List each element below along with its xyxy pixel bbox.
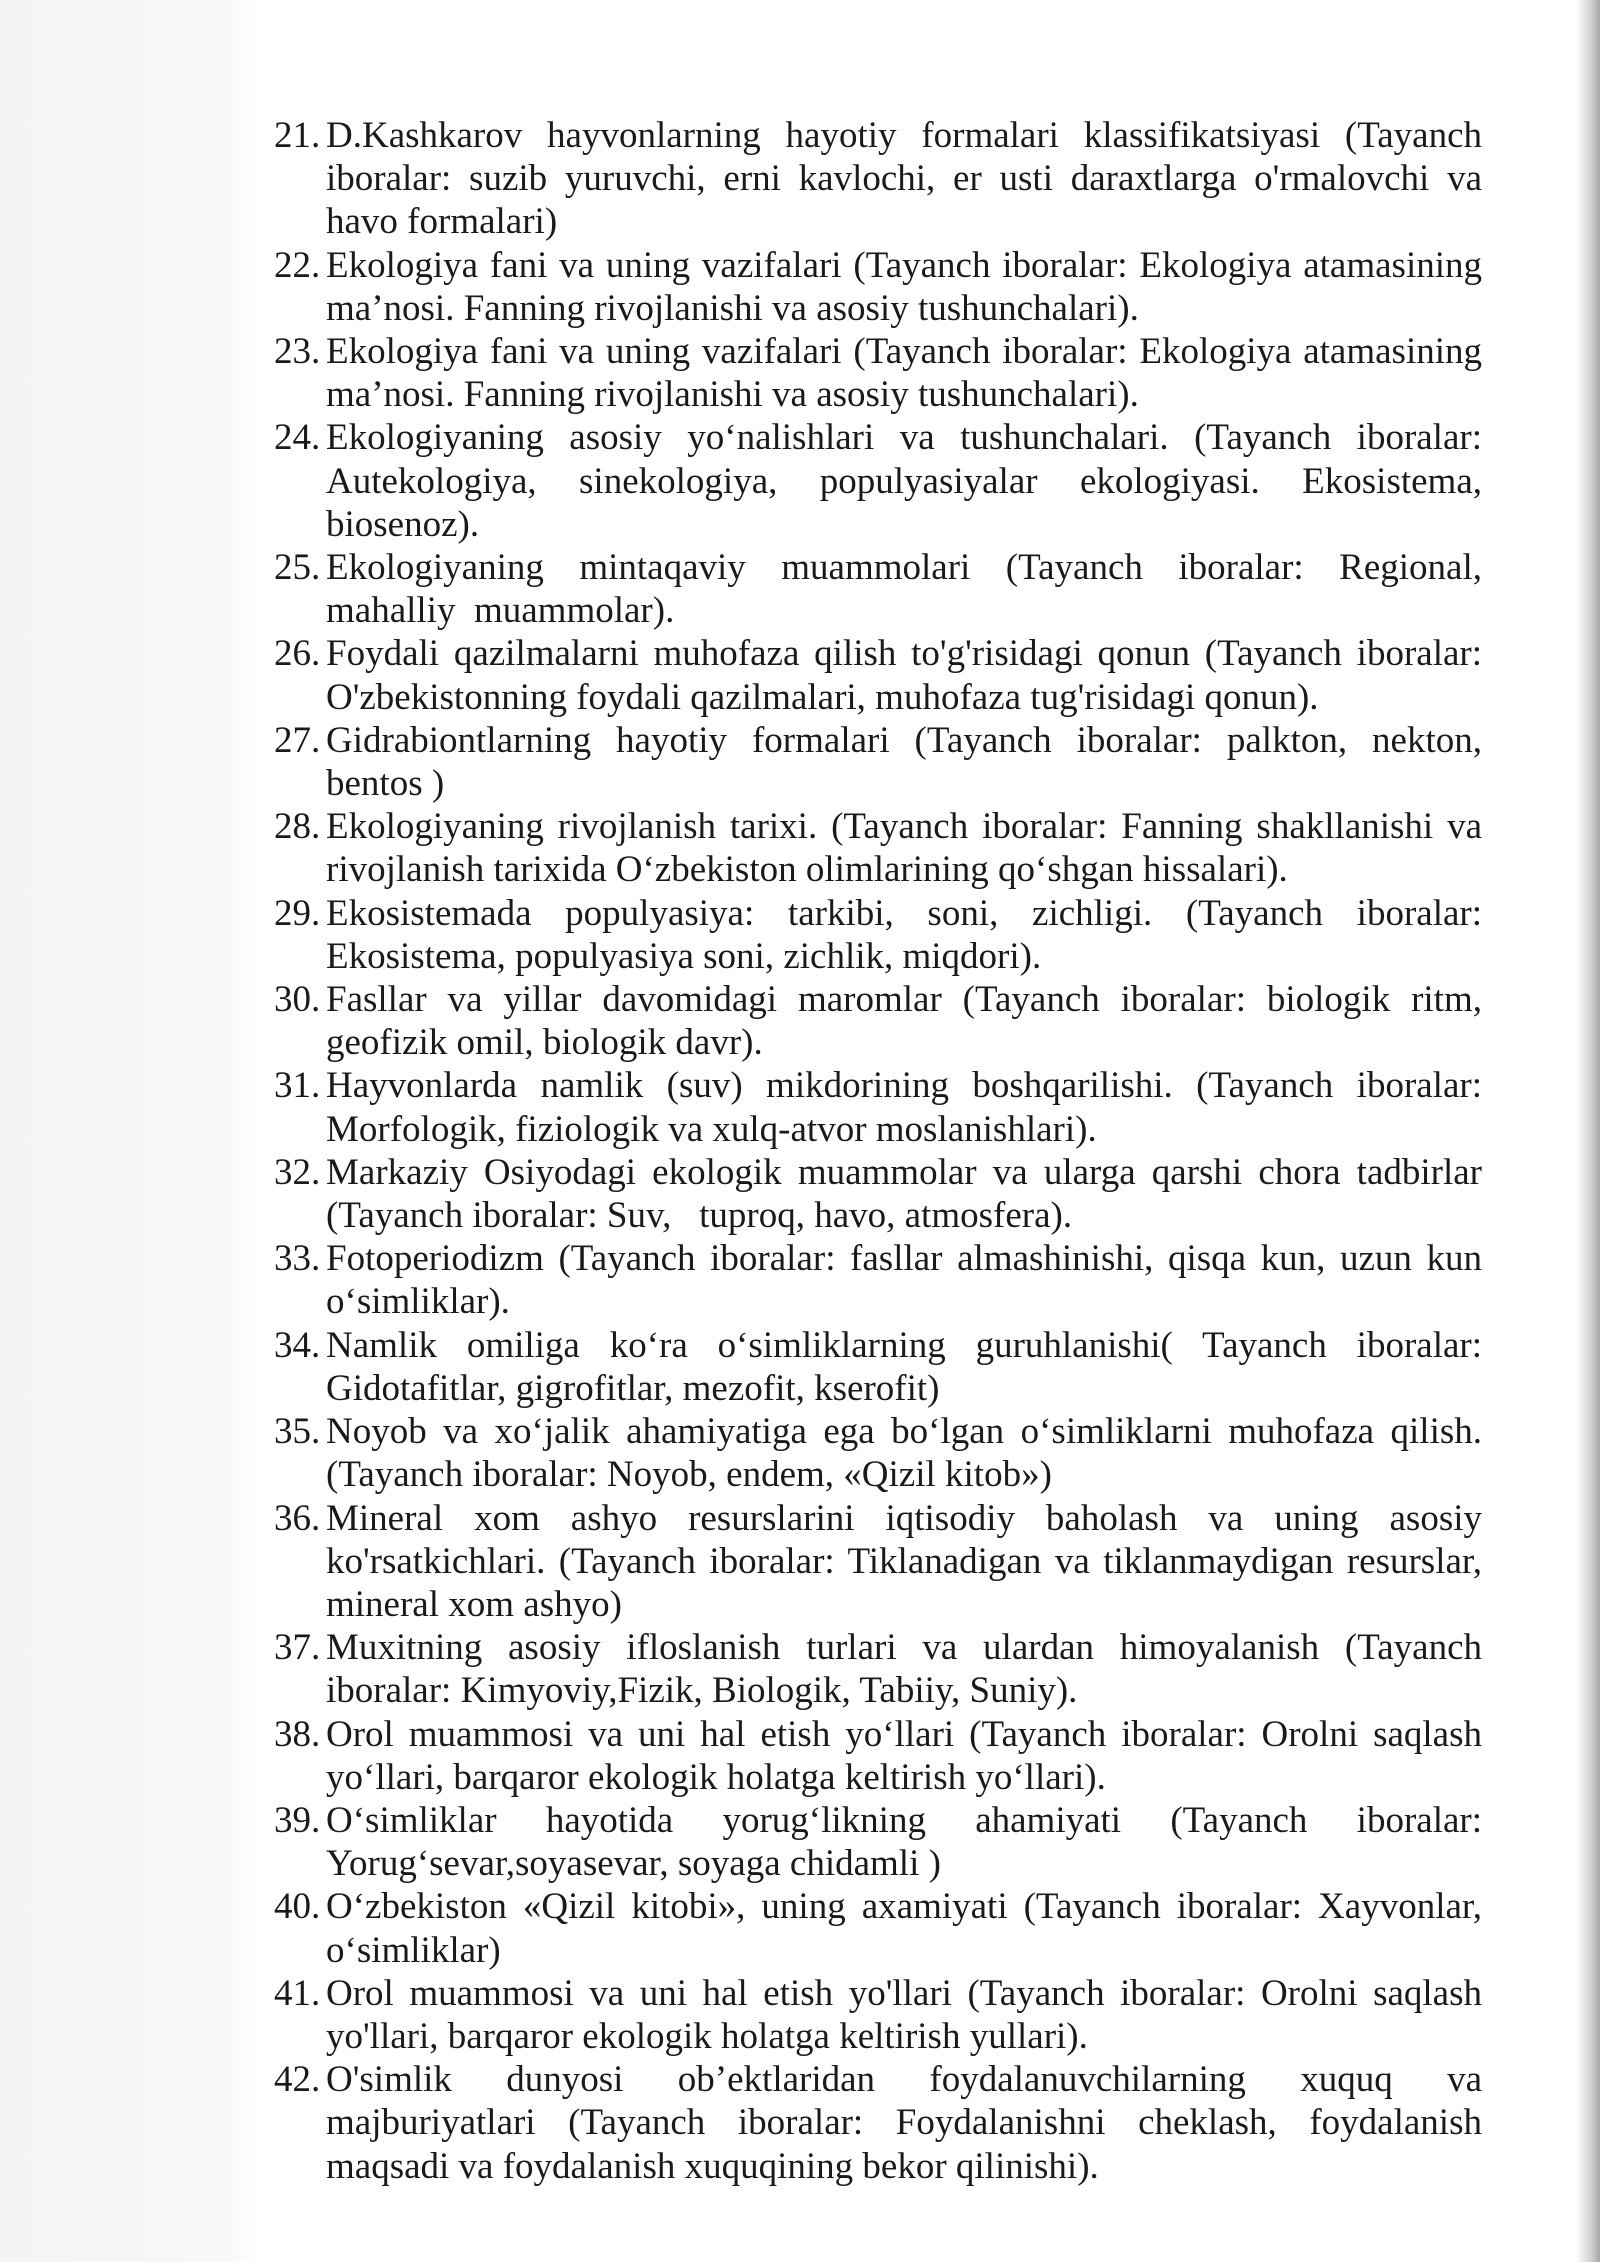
list-item-text-line: mahalliy muammolar). xyxy=(326,590,675,632)
list-item-text-line: Gidrabiontlarning hayotiy formalari (Tayanch iboralar: palkton, nekton, xyxy=(326,719,1482,761)
list-item-number: 24. xyxy=(274,417,321,459)
list-item-text xyxy=(326,1713,1482,1799)
list-item-text-line: yo‘llari, barqaror ekologik holatga keltirish yo‘llari). xyxy=(326,1756,1106,1798)
list-item-number: 21. xyxy=(274,115,321,156)
list-item-text-line: ma’nosi. Fanning rivojlanishi va asosiy tushunchalari). xyxy=(326,374,1139,416)
list-item-number: 32. xyxy=(274,1151,321,1193)
list-item-text xyxy=(326,1410,1482,1496)
list-item-number: 22. xyxy=(274,244,321,286)
list-item-text xyxy=(326,2058,1482,2188)
list-item-text-line: o‘simliklar) xyxy=(326,1929,501,1971)
list-item-text xyxy=(326,1064,1482,1150)
list-item-41 xyxy=(274,1972,1482,2058)
list-item-text-line: O'simlik dunyosi ob’ektlaridan foydalanuvchilarning xuquq va xyxy=(326,2059,1482,2101)
list-item-text xyxy=(326,1151,1482,1237)
list-item-text-line: iboralar: suzib yuruvchi, erni kavlochi, er usti daraxtlarga o'rmalovchi va xyxy=(326,158,1482,200)
list-item-38 xyxy=(274,1713,1482,1799)
list-item-text xyxy=(326,114,1482,244)
list-item-text xyxy=(326,416,1482,546)
list-item-text-line: Ekosistemada populyasiya: tarkibi, soni, zichligi. (Tayanch iboralar: xyxy=(326,892,1482,934)
list-item-text xyxy=(326,1497,1482,1627)
list-item-text-line: bentos ) xyxy=(326,763,445,805)
list-item-number: 34. xyxy=(274,1324,321,1366)
list-item-text-line: Morfologik, fiziologik va xulq-atvor moslanishlari). xyxy=(326,1108,1097,1150)
list-item-text xyxy=(326,805,1482,891)
list-item-text-line: rivojlanish tarixida O‘zbekiston olimlarining qo‘shgan hissalari). xyxy=(326,849,1288,891)
list-item-23 xyxy=(274,330,1482,416)
list-item-37 xyxy=(274,1626,1482,1712)
list-item-text-line: ma’nosi. Fanning rivojlanishi va asosiy tushunchalari). xyxy=(326,287,1139,329)
list-item-26 xyxy=(274,632,1482,718)
list-item-number: 29. xyxy=(274,892,321,934)
list-item-text-line: Namlik omiliga ko‘ra o‘simliklarning guruhlanishi( Tayanch iboralar: xyxy=(326,1324,1482,1366)
list-item-text xyxy=(326,1972,1482,2058)
list-item-text-line: Yorug‘sevar,soyasevar, soyaga chidamli ) xyxy=(326,1843,941,1885)
list-item-number: 42. xyxy=(274,2059,321,2101)
list-item-number: 38. xyxy=(274,1713,321,1755)
list-item-number: 28. xyxy=(274,806,321,848)
list-item-39 xyxy=(274,1799,1482,1885)
list-item-text xyxy=(326,1237,1482,1323)
list-item-22 xyxy=(274,244,1482,330)
list-item-21 xyxy=(274,114,1482,244)
list-item-35 xyxy=(274,1410,1482,1496)
list-item-number: 37. xyxy=(274,1627,321,1669)
list-item-text-line: yo'llari, barqaror ekologik holatga keltirish yullari). xyxy=(326,2015,1088,2057)
list-item-number: 40. xyxy=(274,1886,321,1928)
list-item-31 xyxy=(274,1064,1482,1150)
list-item-number: 33. xyxy=(274,1238,321,1280)
list-item-number: 31. xyxy=(274,1065,321,1107)
list-item-text-line: Fotoperiodizm (Tayanch iboralar: fasllar almashinishi, qisqa kun, uzun kun xyxy=(326,1238,1482,1280)
list-item-text xyxy=(326,1799,1482,1885)
list-item-text-line: (Tayanch iboralar: Suv, tuproq, havo, atmosfera). xyxy=(326,1195,1073,1237)
scan-shade-left xyxy=(0,0,262,2262)
list-item-29 xyxy=(274,892,1482,978)
list-item-number: 23. xyxy=(274,331,321,373)
list-item-text-line: Ekologiyaning rivojlanish tarixi. (Tayanch iboralar: Fanning shakllanishi va xyxy=(326,806,1482,848)
list-item-text-line: D.Kashkarov hayvonlarning hayotiy formalari klassifikatsiyasi (Tayanch xyxy=(326,115,1482,156)
list-item-text-line: maqsadi va foydalanish xuquqining bekor qilinishi). xyxy=(326,2145,1099,2187)
list-item-text xyxy=(326,719,1482,805)
list-item-25 xyxy=(274,546,1482,632)
numbered-topic-list xyxy=(274,114,1482,2188)
list-item-text-line: Autekologiya, sinekologiya, populyasiyalar ekologiyasi. Ekosistema, xyxy=(326,460,1482,502)
list-item-32 xyxy=(274,1151,1482,1237)
list-item-text-line: (Tayanch iboralar: Noyob, endem, «Qizil kitob») xyxy=(326,1454,1052,1496)
list-item-text-line: mineral xom ashyo) xyxy=(326,1583,622,1625)
list-item-text-line: O‘simliklar hayotida yorug‘likning ahamiyati (Tayanch iboralar: xyxy=(326,1799,1482,1841)
list-item-text-line: biosenoz). xyxy=(326,503,480,545)
list-item-27 xyxy=(274,719,1482,805)
list-item-40 xyxy=(274,1885,1482,1971)
scan-shade-right xyxy=(1576,0,1600,2262)
list-item-text-line: Ekosistema, populyasiya soni, zichlik, miqdori). xyxy=(326,935,1042,977)
list-item-text xyxy=(326,1626,1482,1712)
list-item-text-line: geofizik omil, biologik davr). xyxy=(326,1022,763,1064)
list-item-text xyxy=(326,892,1482,978)
list-item-text-line: O‘zbekiston «Qizil kitobi», uning axamiyati (Tayanch iboralar: Xayvonlar, xyxy=(326,1886,1482,1928)
list-item-text xyxy=(326,632,1482,718)
list-item-36 xyxy=(274,1497,1482,1627)
list-item-number: 39. xyxy=(274,1799,321,1841)
list-item-text xyxy=(326,546,1482,632)
list-item-42 xyxy=(274,2058,1482,2188)
list-item-28 xyxy=(274,805,1482,891)
list-item-33 xyxy=(274,1237,1482,1323)
list-item-text xyxy=(326,978,1482,1064)
list-item-text-line: iboralar: Kimyoviy,Fizik, Biologik, Tabiiy, Suniy). xyxy=(326,1670,1078,1712)
list-item-text-line: majburiyatlari (Tayanch iboralar: Foydalanishni cheklash, foydalanish xyxy=(326,2102,1482,2144)
list-item-text-line: Fasllar va yillar davomidagi maromlar (Tayanch iboralar: biologik ritm, xyxy=(326,979,1482,1021)
list-item-text-line: Hayvonlarda namlik (suv) mikdorining boshqarilishi. (Tayanch iboralar: xyxy=(326,1065,1482,1107)
list-item-text-line: O'zbekistonning foydali qazilmalari, muhofaza tug'risidagi qonun). xyxy=(326,676,1319,718)
list-item-30 xyxy=(274,978,1482,1064)
list-item-text xyxy=(326,1885,1482,1971)
list-item-text-line: Gidotafitlar, gigrofitlar, mezofit, kserofit) xyxy=(326,1367,940,1409)
list-item-number: 27. xyxy=(274,719,321,761)
list-item-text-line: Ekologiyaning mintaqaviy muammolari (Tayanch iboralar: Regional, xyxy=(326,547,1482,589)
list-item-number: 41. xyxy=(274,1972,321,2014)
list-item-number: 35. xyxy=(274,1411,321,1453)
list-item-24 xyxy=(274,416,1482,546)
list-item-34 xyxy=(274,1324,1482,1410)
list-item-number: 26. xyxy=(274,633,321,675)
list-item-text-line: Orol muammosi va uni hal etish yo‘llari (Tayanch iboralar: Orolni saqlash xyxy=(326,1713,1482,1755)
list-item-text xyxy=(326,1324,1482,1410)
list-item-text-line: Ekologiya fani va uning vazifalari (Tayanch iboralar: Ekologiya atamasining xyxy=(326,331,1482,373)
list-item-text-line: Muxitning asosiy ifloslanish turlari va ulardan himoyalanish (Tayanch xyxy=(326,1627,1482,1669)
list-item-text xyxy=(326,244,1482,330)
list-item-text-line: Ekologiya fani va uning vazifalari (Tayanch iboralar: Ekologiya atamasining xyxy=(326,244,1482,286)
list-item-text-line: Orol muammosi va uni hal etish yo'llari (Tayanch iboralar: Orolni saqlash xyxy=(326,1972,1482,2014)
list-item-number: 25. xyxy=(274,547,321,589)
list-item-text xyxy=(326,330,1482,416)
list-item-number: 36. xyxy=(274,1497,321,1539)
list-item-text-line: Mineral xom ashyo resurslarini iqtisodiy baholash va uning asosiy xyxy=(326,1497,1482,1539)
list-item-number: 30. xyxy=(274,979,321,1021)
list-item-text-line: Noyob va xo‘jalik ahamiyatiga ega bo‘lgan o‘simliklarni muhofaza qilish. xyxy=(326,1411,1482,1453)
list-item-text-line: Foydali qazilmalarni muhofaza qilish to'g'risidagi qonun (Tayanch iboralar: xyxy=(326,633,1482,675)
list-item-text-line: Ekologiyaning asosiy yo‘nalishlari va tushunchalari. (Tayanch iboralar: xyxy=(326,417,1482,459)
list-item-text-line: havo formalari) xyxy=(326,201,558,243)
list-item-text-line: o‘simliklar). xyxy=(326,1281,510,1323)
list-item-text-line: Markaziy Osiyodagi ekologik muammolar va ularga qarshi chora tadbirlar xyxy=(326,1151,1482,1193)
list-item-text-line: ko'rsatkichlari. (Tayanch iboralar: Tiklanadigan va tiklanmaydigan resurslar, xyxy=(326,1540,1482,1582)
